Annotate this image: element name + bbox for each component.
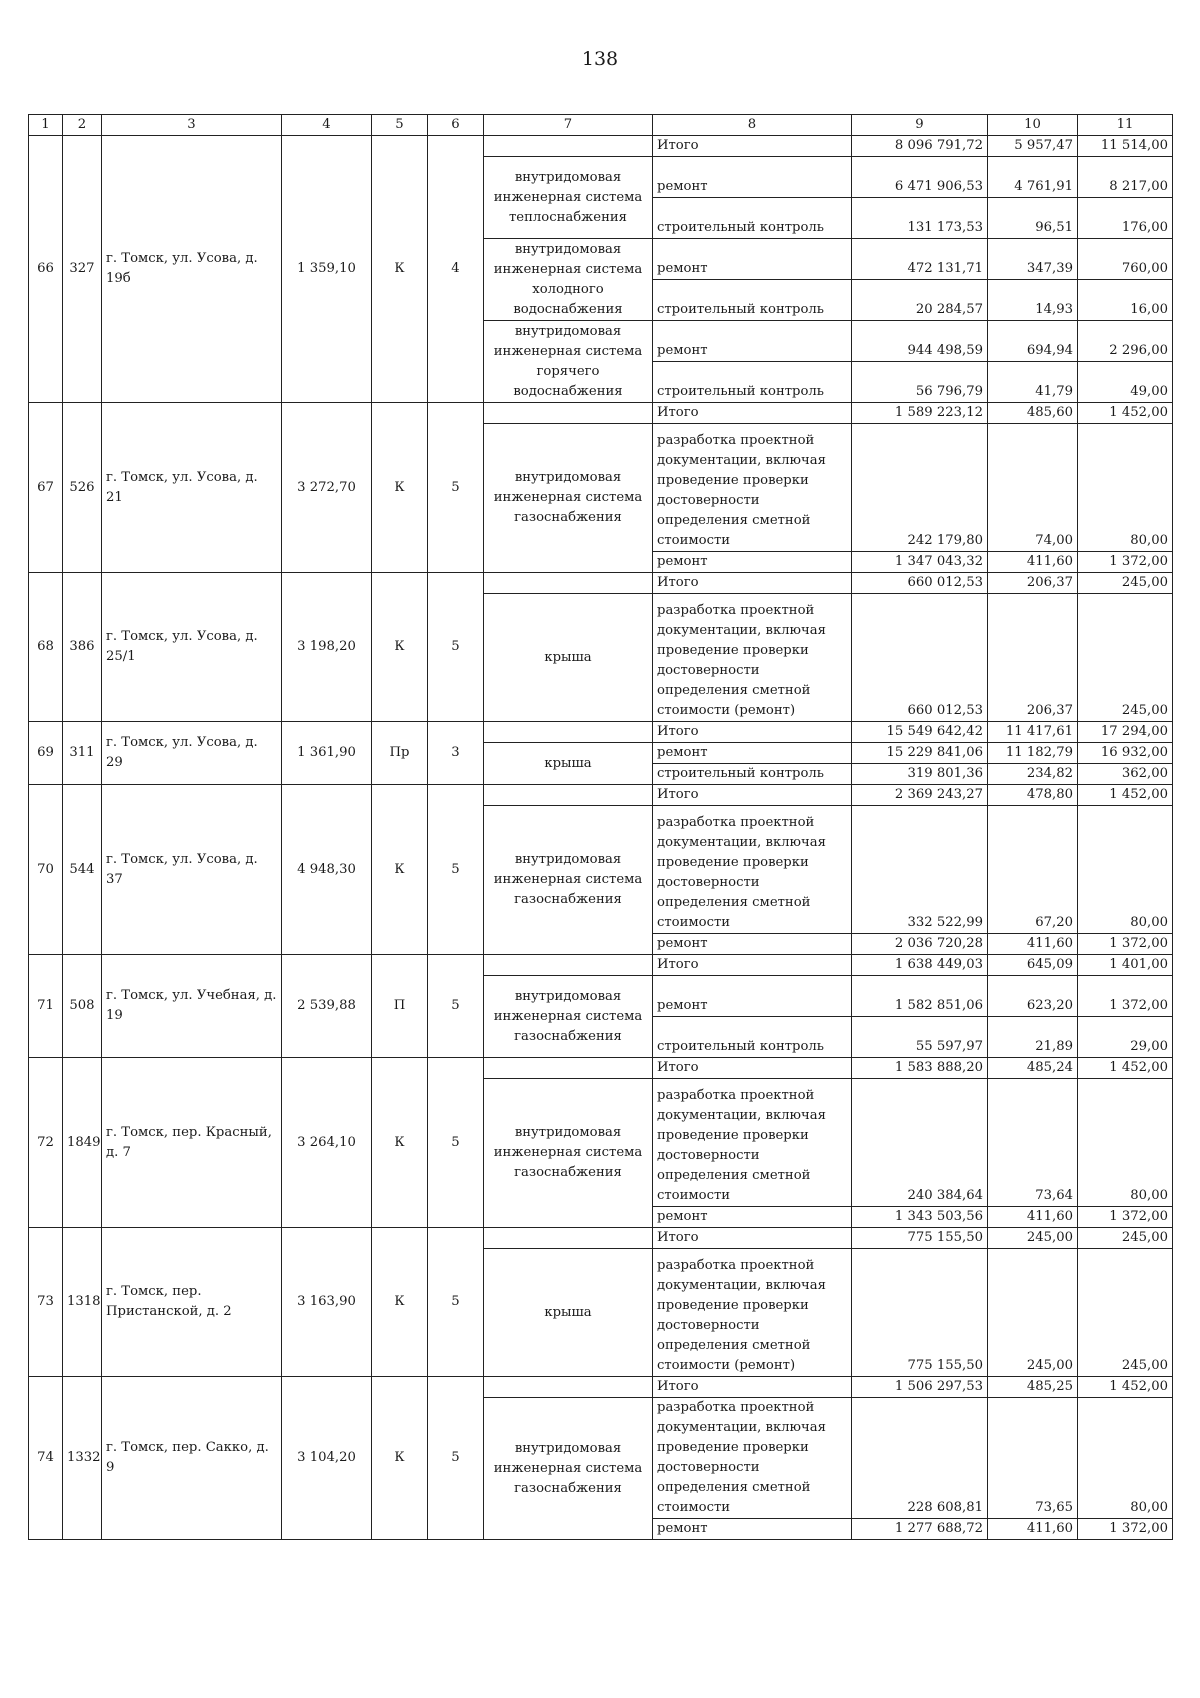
service-cost-limit: 1 372,00 [1078,976,1173,1017]
service-cost-limit: 80,00 [1078,1079,1173,1207]
total-cost-per-m2: 5 957,47 [988,136,1078,157]
service-cost-limit: 16 932,00 [1078,743,1173,764]
service-cost-per-m2: 411,60 [988,1519,1078,1540]
service-cost-per-m2: 411,60 [988,934,1078,955]
floor-count: 5 [428,573,484,722]
house-code: 327 [63,136,102,403]
house-area: 3 104,20 [282,1377,372,1540]
service-cost: 332 522,99 [852,806,988,934]
row-number: 74 [29,1377,63,1540]
floor-count: 5 [428,1228,484,1377]
house-area: 3 198,20 [282,573,372,722]
service-cost-per-m2: 234,82 [988,764,1078,785]
work-type-empty [484,1377,653,1398]
wall-material: К [372,136,428,403]
total-cost-limit: 1 452,00 [1078,785,1173,806]
total-cost-limit: 11 514,00 [1078,136,1173,157]
capital-repair-table [28,114,1173,1540]
total-label: Итого [653,403,852,424]
service-cost-limit: 362,00 [1078,764,1173,785]
total-row [29,722,1173,743]
total-row [29,955,1173,976]
row-number: 69 [29,722,63,785]
table-body [29,115,1173,1540]
column-header-5: 5 [372,115,428,136]
total-cost-per-m2: 485,24 [988,1058,1078,1079]
work-type: внутридомовая инженерная система газоснабжения [484,976,653,1058]
service-cost-limit: 80,00 [1078,1398,1173,1519]
service-cost: 240 384,64 [852,1079,988,1207]
column-header-8: 8 [653,115,852,136]
column-header-row [29,115,1173,136]
house-area: 2 539,88 [282,955,372,1058]
total-cost-per-m2: 645,09 [988,955,1078,976]
service-cost-per-m2: 96,51 [988,198,1078,239]
service-cost: 775 155,50 [852,1249,988,1377]
wall-material: К [372,1058,428,1228]
service-cost: 20 284,57 [852,280,988,321]
service-label: разработка проектной документации, включая проведение проверки достоверности определения сметной стоимости [653,1079,852,1207]
service-label: строительный контроль [653,764,852,785]
service-cost-limit: 1 372,00 [1078,1519,1173,1540]
column-header-7: 7 [484,115,653,136]
service-label: разработка проектной документации, включая проведение проверки достоверности определения сметной стоимости (ремонт) [653,594,852,722]
service-cost-per-m2: 411,60 [988,1207,1078,1228]
house-address: г. Томск, ул. Усова, д. 37 [102,785,282,955]
row-number: 72 [29,1058,63,1228]
total-cost: 775 155,50 [852,1228,988,1249]
work-type: внутридомовая инженерная система горячего водоснабжения [484,321,653,403]
service-cost-per-m2: 74,00 [988,424,1078,552]
floor-count: 5 [428,1058,484,1228]
service-cost: 2 036 720,28 [852,934,988,955]
wall-material: К [372,403,428,573]
work-type: внутридомовая инженерная система холодного водоснабжения [484,239,653,321]
work-type-empty [484,1228,653,1249]
house-address: г. Томск, ул. Усова, д. 19б [102,136,282,403]
total-cost-per-m2: 11 417,61 [988,722,1078,743]
work-type-empty [484,403,653,424]
service-cost-per-m2: 73,64 [988,1079,1078,1207]
work-type-empty [484,722,653,743]
house-code: 1318 [63,1228,102,1377]
total-row [29,1058,1173,1079]
row-number: 70 [29,785,63,955]
service-label: строительный контроль [653,198,852,239]
house-area: 3 163,90 [282,1228,372,1377]
house-code: 311 [63,722,102,785]
floor-count: 4 [428,136,484,403]
wall-material: К [372,573,428,722]
work-type-empty [484,136,653,157]
total-row [29,573,1173,594]
house-address: г. Томск, пер. Красный, д. 7 [102,1058,282,1228]
column-header-9: 9 [852,115,988,136]
wall-material: Пр [372,722,428,785]
house-code: 386 [63,573,102,722]
service-cost-limit: 1 372,00 [1078,1207,1173,1228]
total-label: Итого [653,1377,852,1398]
service-cost: 228 608,81 [852,1398,988,1519]
house-area: 3 264,10 [282,1058,372,1228]
total-cost-limit: 1 452,00 [1078,1058,1173,1079]
column-header-6: 6 [428,115,484,136]
service-label: ремонт [653,743,852,764]
house-code: 544 [63,785,102,955]
service-cost-limit: 8 217,00 [1078,157,1173,198]
house-area: 3 272,70 [282,403,372,573]
service-cost-per-m2: 21,89 [988,1017,1078,1058]
total-cost-limit: 245,00 [1078,1228,1173,1249]
service-cost-per-m2: 14,93 [988,280,1078,321]
total-cost: 15 549 642,42 [852,722,988,743]
service-label: ремонт [653,1519,852,1540]
service-label: разработка проектной документации, включая проведение проверки достоверности определения сметной стоимости (ремонт) [653,1249,852,1377]
service-label: ремонт [653,157,852,198]
column-header-1: 1 [29,115,63,136]
wall-material: К [372,1228,428,1377]
service-cost: 319 801,36 [852,764,988,785]
service-cost: 1 347 043,32 [852,552,988,573]
service-cost-per-m2: 67,20 [988,806,1078,934]
service-cost-per-m2: 694,94 [988,321,1078,362]
total-cost-per-m2: 485,25 [988,1377,1078,1398]
total-row [29,403,1173,424]
work-type-empty [484,1058,653,1079]
column-header-11: 11 [1078,115,1173,136]
service-cost-per-m2: 623,20 [988,976,1078,1017]
service-label: ремонт [653,552,852,573]
service-cost-per-m2: 245,00 [988,1249,1078,1377]
work-type-empty [484,785,653,806]
total-cost: 2 369 243,27 [852,785,988,806]
work-type: внутридомовая инженерная система газоснабжения [484,1079,653,1228]
work-type-empty [484,955,653,976]
service-cost-limit: 245,00 [1078,1249,1173,1377]
house-code: 508 [63,955,102,1058]
house-code: 1849 [63,1058,102,1228]
total-cost-limit: 17 294,00 [1078,722,1173,743]
house-area: 1 359,10 [282,136,372,403]
service-cost-limit: 245,00 [1078,594,1173,722]
work-type: внутридомовая инженерная система газоснабжения [484,1398,653,1540]
total-row [29,136,1173,157]
house-area: 1 361,90 [282,722,372,785]
service-cost-limit: 80,00 [1078,806,1173,934]
work-type: крыша [484,594,653,722]
row-number: 71 [29,955,63,1058]
service-label: ремонт [653,934,852,955]
service-label: строительный контроль [653,362,852,403]
total-label: Итого [653,955,852,976]
wall-material: К [372,785,428,955]
column-header-10: 10 [988,115,1078,136]
total-label: Итого [653,136,852,157]
work-type-empty [484,573,653,594]
service-cost: 944 498,59 [852,321,988,362]
house-address: г. Томск, ул. Учебная, д. 19 [102,955,282,1058]
service-cost-limit: 1 372,00 [1078,934,1173,955]
house-code: 1332 [63,1377,102,1540]
service-cost-per-m2: 11 182,79 [988,743,1078,764]
service-label: ремонт [653,321,852,362]
service-cost: 1 582 851,06 [852,976,988,1017]
work-type: крыша [484,1249,653,1377]
service-cost: 6 471 906,53 [852,157,988,198]
service-label: разработка проектной документации, включая проведение проверки достоверности определения сметной стоимости [653,1398,852,1519]
total-cost-limit: 245,00 [1078,573,1173,594]
service-cost-limit: 2 296,00 [1078,321,1173,362]
work-type: внутридомовая инженерная система теплоснабжения [484,157,653,239]
service-cost: 242 179,80 [852,424,988,552]
total-cost-per-m2: 245,00 [988,1228,1078,1249]
service-cost-per-m2: 4 761,91 [988,157,1078,198]
house-address: г. Томск, ул. Усова, д. 25/1 [102,573,282,722]
service-cost-limit: 1 372,00 [1078,552,1173,573]
service-cost-per-m2: 347,39 [988,239,1078,280]
house-code: 526 [63,403,102,573]
house-address: г. Томск, ул. Усова, д. 21 [102,403,282,573]
service-label: строительный контроль [653,1017,852,1058]
total-cost: 660 012,53 [852,573,988,594]
house-area: 4 948,30 [282,785,372,955]
row-number: 73 [29,1228,63,1377]
column-header-4: 4 [282,115,372,136]
service-label: ремонт [653,976,852,1017]
service-cost: 15 229 841,06 [852,743,988,764]
house-address: г. Томск, пер. Сакко, д. 9 [102,1377,282,1540]
column-header-2: 2 [63,115,102,136]
service-cost-limit: 29,00 [1078,1017,1173,1058]
floor-count: 5 [428,955,484,1058]
service-label: разработка проектной документации, включая проведение проверки достоверности определения сметной стоимости [653,806,852,934]
total-cost-limit: 1 452,00 [1078,1377,1173,1398]
service-cost-limit: 80,00 [1078,424,1173,552]
total-row [29,1228,1173,1249]
service-cost: 1 277 688,72 [852,1519,988,1540]
service-cost: 472 131,71 [852,239,988,280]
total-cost: 1 506 297,53 [852,1377,988,1398]
service-cost-limit: 49,00 [1078,362,1173,403]
row-number: 66 [29,136,63,403]
column-header-3: 3 [102,115,282,136]
service-cost-limit: 176,00 [1078,198,1173,239]
service-label: строительный контроль [653,280,852,321]
service-cost-per-m2: 41,79 [988,362,1078,403]
total-label: Итого [653,1058,852,1079]
total-cost-per-m2: 485,60 [988,403,1078,424]
work-type: внутридомовая инженерная система газоснабжения [484,424,653,573]
total-cost: 1 583 888,20 [852,1058,988,1079]
house-address: г. Томск, ул. Усова, д. 29 [102,722,282,785]
total-label: Итого [653,1228,852,1249]
total-cost-limit: 1 452,00 [1078,403,1173,424]
total-cost-limit: 1 401,00 [1078,955,1173,976]
work-type: крыша [484,743,653,785]
service-cost: 56 796,79 [852,362,988,403]
service-label: ремонт [653,1207,852,1228]
total-cost-per-m2: 206,37 [988,573,1078,594]
house-address: г. Томск, пер. Пристанской, д. 2 [102,1228,282,1377]
total-label: Итого [653,722,852,743]
service-cost-limit: 16,00 [1078,280,1173,321]
total-cost: 1 589 223,12 [852,403,988,424]
work-type: внутридомовая инженерная система газоснабжения [484,806,653,955]
floor-count: 5 [428,785,484,955]
total-cost: 8 096 791,72 [852,136,988,157]
total-label: Итого [653,573,852,594]
row-number: 68 [29,573,63,722]
total-row [29,1377,1173,1398]
service-cost: 55 597,97 [852,1017,988,1058]
service-label: ремонт [653,239,852,280]
row-number: 67 [29,403,63,573]
service-cost-per-m2: 73,65 [988,1398,1078,1519]
service-cost: 1 343 503,56 [852,1207,988,1228]
total-row [29,785,1173,806]
wall-material: П [372,955,428,1058]
total-cost: 1 638 449,03 [852,955,988,976]
service-cost-limit: 760,00 [1078,239,1173,280]
floor-count: 3 [428,722,484,785]
service-cost: 131 173,53 [852,198,988,239]
wall-material: К [372,1377,428,1540]
total-label: Итого [653,785,852,806]
service-cost: 660 012,53 [852,594,988,722]
page-number: 138 [581,48,619,70]
floor-count: 5 [428,1377,484,1540]
total-cost-per-m2: 478,80 [988,785,1078,806]
service-cost-per-m2: 411,60 [988,552,1078,573]
floor-count: 5 [428,403,484,573]
service-cost-per-m2: 206,37 [988,594,1078,722]
service-label: разработка проектной документации, включая проведение проверки достоверности определения сметной стоимости [653,424,852,552]
